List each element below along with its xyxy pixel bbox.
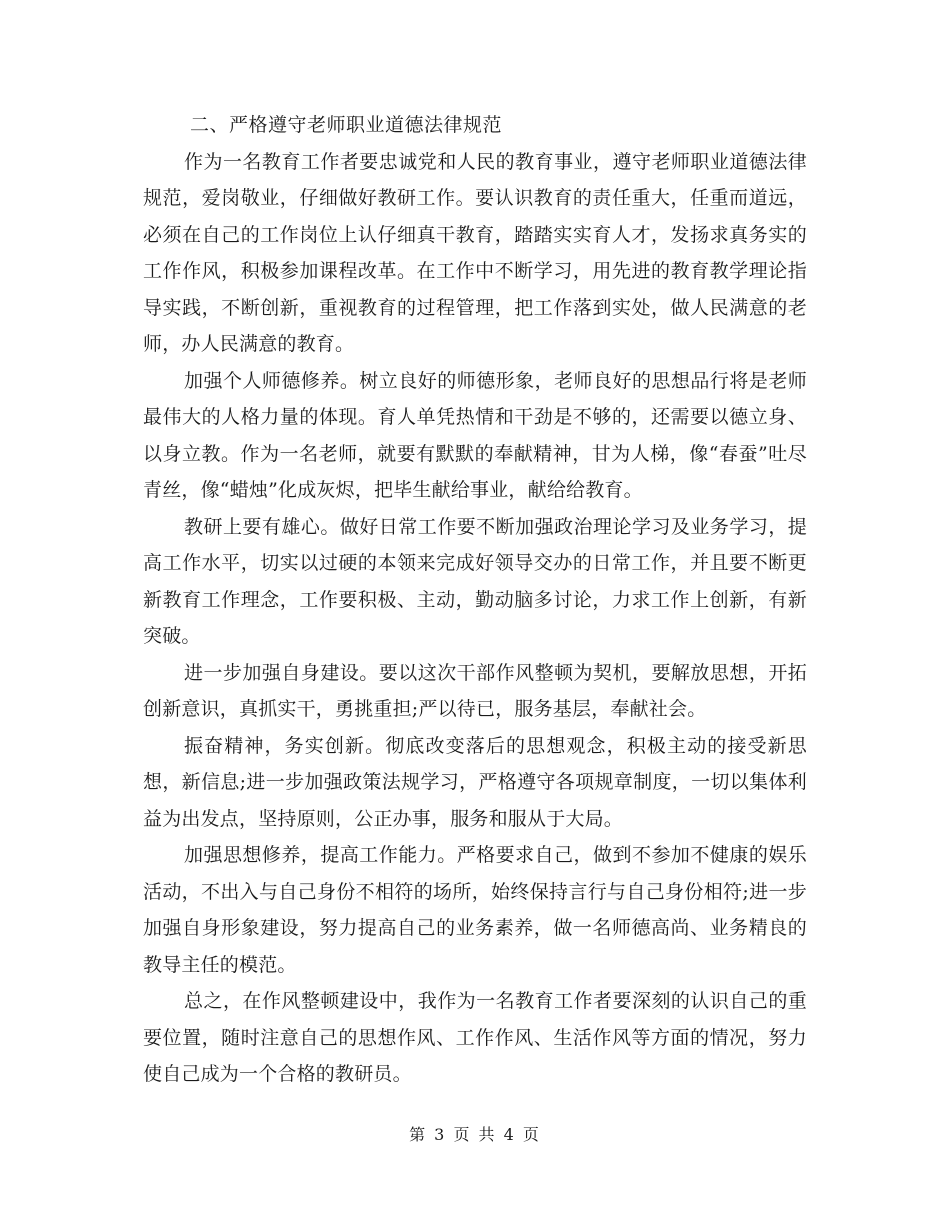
section-heading: 二、严格遵守老师职业道德法律规范 (190, 114, 503, 136)
paragraph-2: 加强个人师德修养。树立良好的师德形象，老师良好的思想品行将是老师最伟大的人格力量的体现。育人单凭热情和干劲是不够的，还需要以德立身、以身立教。作为一名老师，就要有默默的奉献精神，甘为人梯，像“春蚕”吐尽青丝，像“蜡烛”化成灰烬，把毕生献给事业，献给给教育。 (143, 369, 807, 501)
document-body (143, 107, 807, 1093)
paragraph-4: 进一步加强自身建设。要以这次干部作风整顿为契机，要解放思想，开拓创新意识，真抓实干，勇挑重担;严以待已，服务基层，奉献社会。 (143, 661, 807, 720)
paragraph-3: 教研上要有雄心。做好日常工作要不断加强政治理论学习及业务学习，提高工作水平，切实以过硬的本领来完成好领导交办的日常工作，并且要不断更新教育工作理念，工作要积极、主动，勤动脑多讨论，力求工作上创新，有新突破。 (143, 515, 807, 647)
page-number-footer: 第 3 页 共 4 页 (409, 1125, 541, 1144)
paragraph-5: 振奋精神，务实创新。彻底改变落后的思想观念，积极主动的接受新思想，新信息;进一步加强政策法规学习，严格遵守各项规章制度，一切以集体利益为出发点，坚持原则，公正办事，服务和服从于大局。 (143, 734, 807, 830)
paragraph-1: 作为一名教育工作者要忠诚党和人民的教育事业，遵守老师职业道德法律规范，爱岗敬业，仔细做好教研工作。要认识教育的责任重大，任重而道远，必须在自己的工作岗位上认仔细真干教育，踏踏实实育人才，发扬求真务实的工作作风，积极参加课程改革。在工作中不断学习，用先进的教育教学理论指导实践，不断创新，重视教育的过程管理，把工作落到实处，做人民满意的老师，办人民满意的教育。 (143, 150, 807, 355)
paragraph-6: 加强思想修养，提高工作能力。严格要求自己，做到不参加不健康的娱乐活动，不出入与自己身份不相符的场所，始终保持言行与自己身份相符;进一步加强自身形象建设，努力提高自己的业务素养，做一名师德高尚、业务精良的教导主任的模范。 (143, 844, 807, 976)
paragraph-7: 总之，在作风整顿建设中，我作为一名教育工作者要深刻的认识自己的重要位置，随时注意自己的思想作风、工作作风、生活作风等方面的情况，努力使自己成为一个合格的教研员。 (143, 990, 807, 1085)
